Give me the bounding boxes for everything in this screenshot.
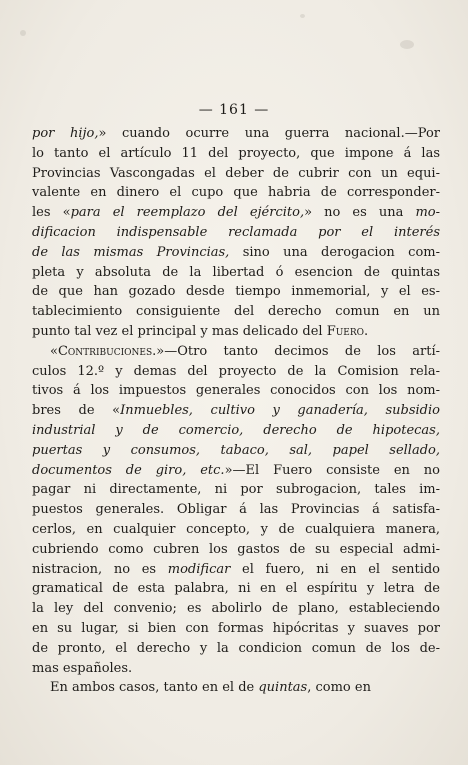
text-run: de que han gozado desde tiempo inmemorial, y el es-: [32, 284, 440, 300]
text-run: la ley del convenio; es abolirlo de plano, estableciendo: [32, 601, 440, 617]
paper-stain: [300, 14, 305, 18]
text-line: [32, 342, 440, 362]
text-line: [32, 124, 440, 144]
text-line: [32, 579, 440, 599]
text-line: [32, 619, 440, 639]
paper-stain: [20, 30, 26, 36]
text-line: [32, 480, 440, 500]
text-run: de pronto, el derecho y la condicion comun de los de-: [32, 640, 440, 656]
text-line: [32, 560, 440, 580]
text-line: [32, 183, 440, 203]
text-run: bres de «: [32, 403, 121, 419]
text-run: cubriendo como cubren los gastos de su especial admi-: [32, 541, 440, 557]
text-run: les «: [32, 205, 71, 221]
text-run: tablecimiento consiguiente del derecho comun en un: [32, 304, 440, 320]
body-text: [32, 124, 440, 698]
italic-text: mo-: [415, 205, 441, 221]
text-run: sino una derogacion com-: [229, 244, 440, 260]
italic-text: dificacion indispensable reclamada por el interés: [32, 224, 440, 240]
text-line: [32, 243, 440, 263]
text-run: nistracion, no es: [32, 561, 168, 577]
text-run: , como en: [307, 680, 371, 696]
italic-text: documentos de giro, etc.: [32, 462, 225, 478]
text-run: mas españoles.: [32, 660, 133, 676]
text-line: [32, 223, 440, 243]
text-run: pleta y absoluta de la libertad ó esencion de quintas: [32, 264, 440, 280]
text-line: [32, 461, 440, 481]
text-run: el fuero, ni en el sentido: [230, 561, 440, 577]
text-run: .: [364, 323, 369, 339]
text-run: » cuando ocurre una guerra nacional.—Por: [98, 126, 440, 141]
text-run: .»—Otro tanto decimos de los artí-: [152, 343, 440, 359]
text-run: »—El Fuero consiste en no: [224, 462, 441, 478]
text-line: [32, 302, 440, 322]
page-number: — 161 —: [198, 102, 270, 118]
paper-stain: [400, 40, 414, 49]
text-run: puestos generales. Obligar á las Provincias á satisfa-: [32, 502, 440, 518]
text-line: [32, 659, 440, 679]
text-line: [32, 144, 440, 164]
italic-text: de las mismas Provincias,: [32, 244, 230, 260]
text-run: lo tanto el artículo 11 del proyecto, que impone á las: [32, 145, 440, 161]
text-run: punto tal vez el principal y mas delicado del: [32, 323, 327, 339]
text-run: En ambos casos, tanto en el de: [50, 680, 259, 696]
italic-text: para el reemplazo del ejército,: [70, 205, 305, 221]
text-run: cerlos, en cualquier concepto, y de cualquiera manera,: [32, 521, 440, 537]
text-line: [32, 639, 440, 659]
text-line: [32, 401, 440, 421]
italic-text: quintas: [258, 680, 308, 696]
italic-text: Inmuebles, cultivo y ganadería, subsidio: [120, 403, 440, 419]
text-run: en su lugar, si bien con formas hipócritas y suaves por: [32, 620, 440, 636]
text-line: [32, 500, 440, 520]
small-caps-text: Contribuciones: [57, 343, 153, 359]
text-run: gramatical de esta palabra, ni en el espíritu y letra de: [32, 581, 440, 597]
text-run: » no es una: [304, 205, 416, 221]
text-run: culos 12.º y demas del proyecto de la Comision rela-: [32, 363, 440, 379]
italic-text: puertas y consumos, tabaco, sal, papel sellado,: [32, 442, 440, 458]
text-line: [32, 362, 440, 382]
text-run: valente en dinero el cupo que habria de corresponder-: [32, 185, 440, 201]
text-run: Provincias Vascongadas el deber de cubrir con un equi-: [32, 165, 440, 181]
italic-text: por hijo,: [32, 126, 99, 141]
text-line: [32, 381, 440, 401]
italic-text: modificar: [167, 561, 231, 577]
text-run: pagar ni directamente, ni por subrogacion, tales im-: [32, 482, 440, 498]
text-line: [32, 164, 440, 184]
text-line: [32, 282, 440, 302]
text-run: tivos á los impuestos generales conocidos con los nom-: [32, 383, 440, 399]
text-line: [32, 540, 440, 560]
text-line: [32, 520, 440, 540]
text-line: [32, 322, 440, 342]
text-line: [32, 421, 440, 441]
italic-text: industrial y de comercio, derecho de hipotecas,: [32, 422, 440, 438]
text-line: [32, 203, 440, 223]
text-line: [32, 263, 440, 283]
text-line: [32, 599, 440, 619]
text-line: [32, 678, 440, 698]
small-caps-text: Fuero: [326, 323, 365, 339]
text-line: [32, 441, 440, 461]
text-run: «: [50, 343, 58, 359]
